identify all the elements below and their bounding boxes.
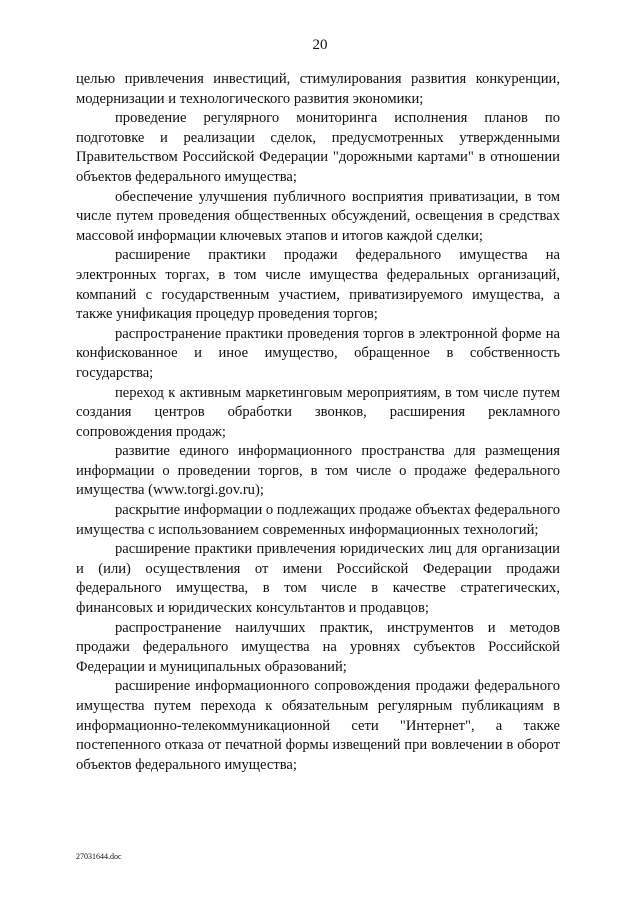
document-body	[76, 70, 560, 775]
page-number: 20	[312, 37, 328, 53]
paragraph-10: распространение наилучших практик, инструментов и методов продажи федерального имущества на уровнях субъектов Российской Федерации и муниципальных образований;	[76, 619, 560, 675]
paragraph-1: целью привлечения инвестиций, стимулирования развития конкуренции, модернизации и технологического развития экономики;	[76, 71, 560, 107]
paragraph-4: расширение практики продажи федерального имущества на электронных торгах, в том числе имущества федеральных организаций, компаний с государственным участием, приватизируемого имущества, а также унификация процедур проведения торгов;	[76, 247, 560, 323]
paragraph-8: раскрытие информации о подлежащих продаже объектах федерального имущества с использованием современных информационных технологий;	[76, 502, 560, 538]
footer-document-code: 27031644.doc	[76, 852, 122, 861]
paragraph-5: распространение практики проведения торгов в электронной форме на конфискованное и иное имущество, обращенное в собственность государства;	[76, 325, 560, 381]
paragraph-3: обеспечение улучшения публичного восприятия приватизации, в том числе путем проведения общественных обсуждений, освещения в средствах массовой информации ключевых этапов и итогов каждой сделки;	[76, 188, 560, 244]
paragraph-11: расширение информационного сопровождения продажи федерального имущества путем перехода к обязательным регулярным публикациям в информационно-телекоммуникационной сети "Интернет", а также постепенного отказа от печатной формы извещений при вовлечении в оборот объектов федерального имущества;	[76, 678, 560, 773]
paragraph-9: расширение практики привлечения юридических лиц для организации и (или) осуществления от имени Российской Федерации продажи федерального имущества, в том числе в качестве стратегических, финансовых и юридических консультантов и продавцов;	[76, 541, 560, 617]
paragraph-7: развитие единого информационного пространства для размещения информации о проведении торгов, в том числе о продаже федерального имущества (www.torgi.gov.ru);	[76, 443, 560, 499]
paragraph-2: проведение регулярного мониторинга исполнения планов по подготовке и реализации сделок, предусмотренных утвержденными Правительством Российской Федерации "дорожными картами" в отношении объектов федерального имущества;	[76, 110, 560, 185]
paragraph-6: переход к активным маркетинговым мероприятиям, в том числе путем создания центров обработки звонков, расширения рекламного сопровождения продаж;	[76, 384, 560, 440]
